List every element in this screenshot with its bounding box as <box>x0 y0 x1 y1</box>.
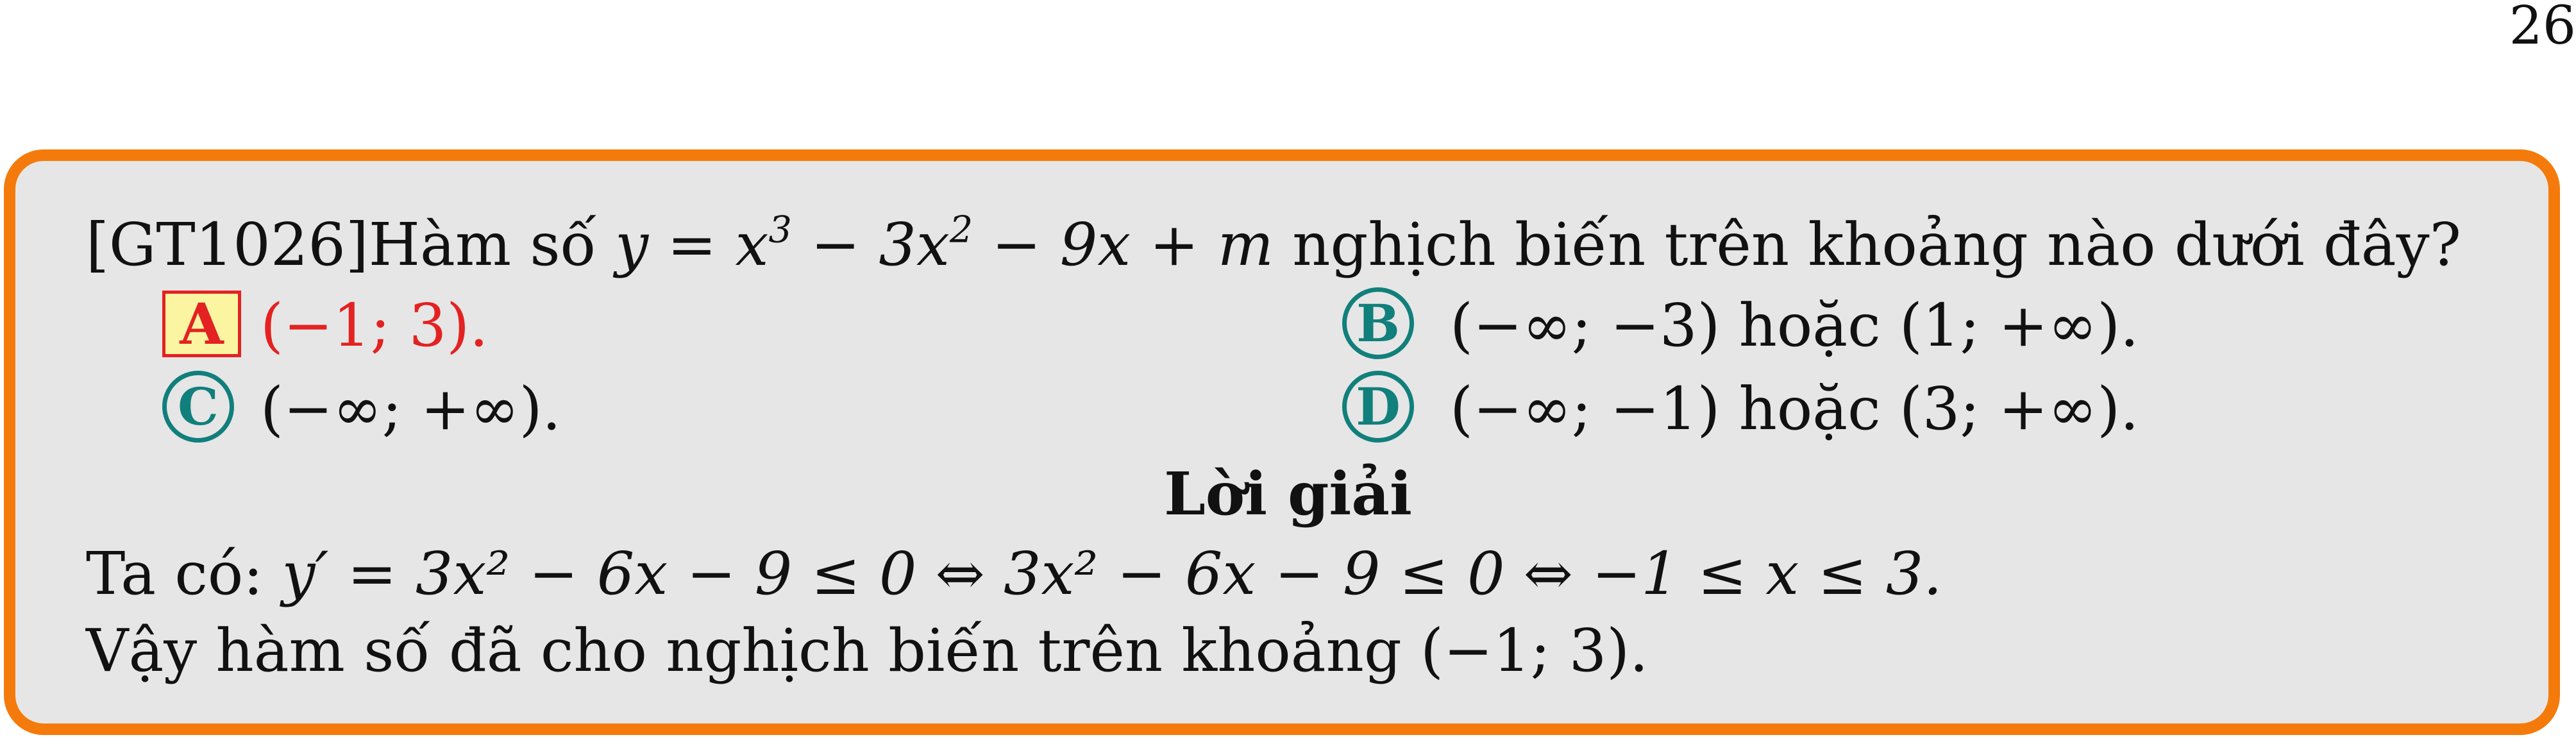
question-id: [GT1026] <box>86 210 369 279</box>
option-d-text[interactable]: (−∞; −1) hoặc (3; +∞). <box>1450 375 2139 443</box>
solution-line-1-math: y′ = 3x² − 6x − 9 ≤ 0 ⇔ 3x² − 6x − 9 ≤ 0 ⇔ −1 ≤ x ≤ 3. <box>282 539 1942 608</box>
function-lhs: y <box>615 210 649 279</box>
question-text: [GT1026]Hàm số $y = x^3 - 3x^2 - 9x + m$ nghịch biến trên khoảng nào dưới đây? <box>86 208 2461 279</box>
option-b-badge[interactable]: B <box>1342 287 1414 359</box>
option-c-badge[interactable]: C <box>162 371 234 443</box>
option-d-badge[interactable]: D <box>1342 371 1414 443</box>
solution-line-1-prefix: Ta có: <box>86 539 264 608</box>
page-number: 26 <box>2509 0 2576 56</box>
question-prefix: Hàm số <box>368 210 596 279</box>
option-a-text[interactable]: (−1; 3). <box>260 291 489 360</box>
option-c-text[interactable]: (−∞; +∞). <box>260 375 561 443</box>
solution-line-1 <box>86 541 1942 607</box>
function-rhs: $x^3 - 3x^2 - 9x + m$ <box>735 208 1274 279</box>
option-b-text[interactable]: (−∞; −3) hoặc (1; +∞). <box>1450 291 2139 360</box>
solution-line-2: Vậy hàm số đã cho nghịch biến trên khoảng (−1; 3). <box>86 616 1649 685</box>
option-a-badge[interactable]: A <box>162 291 241 357</box>
solution-heading: Lời giải <box>1164 459 1412 528</box>
question-suffix: nghịch biến trên khoảng nào dưới đây? <box>1292 210 2461 279</box>
